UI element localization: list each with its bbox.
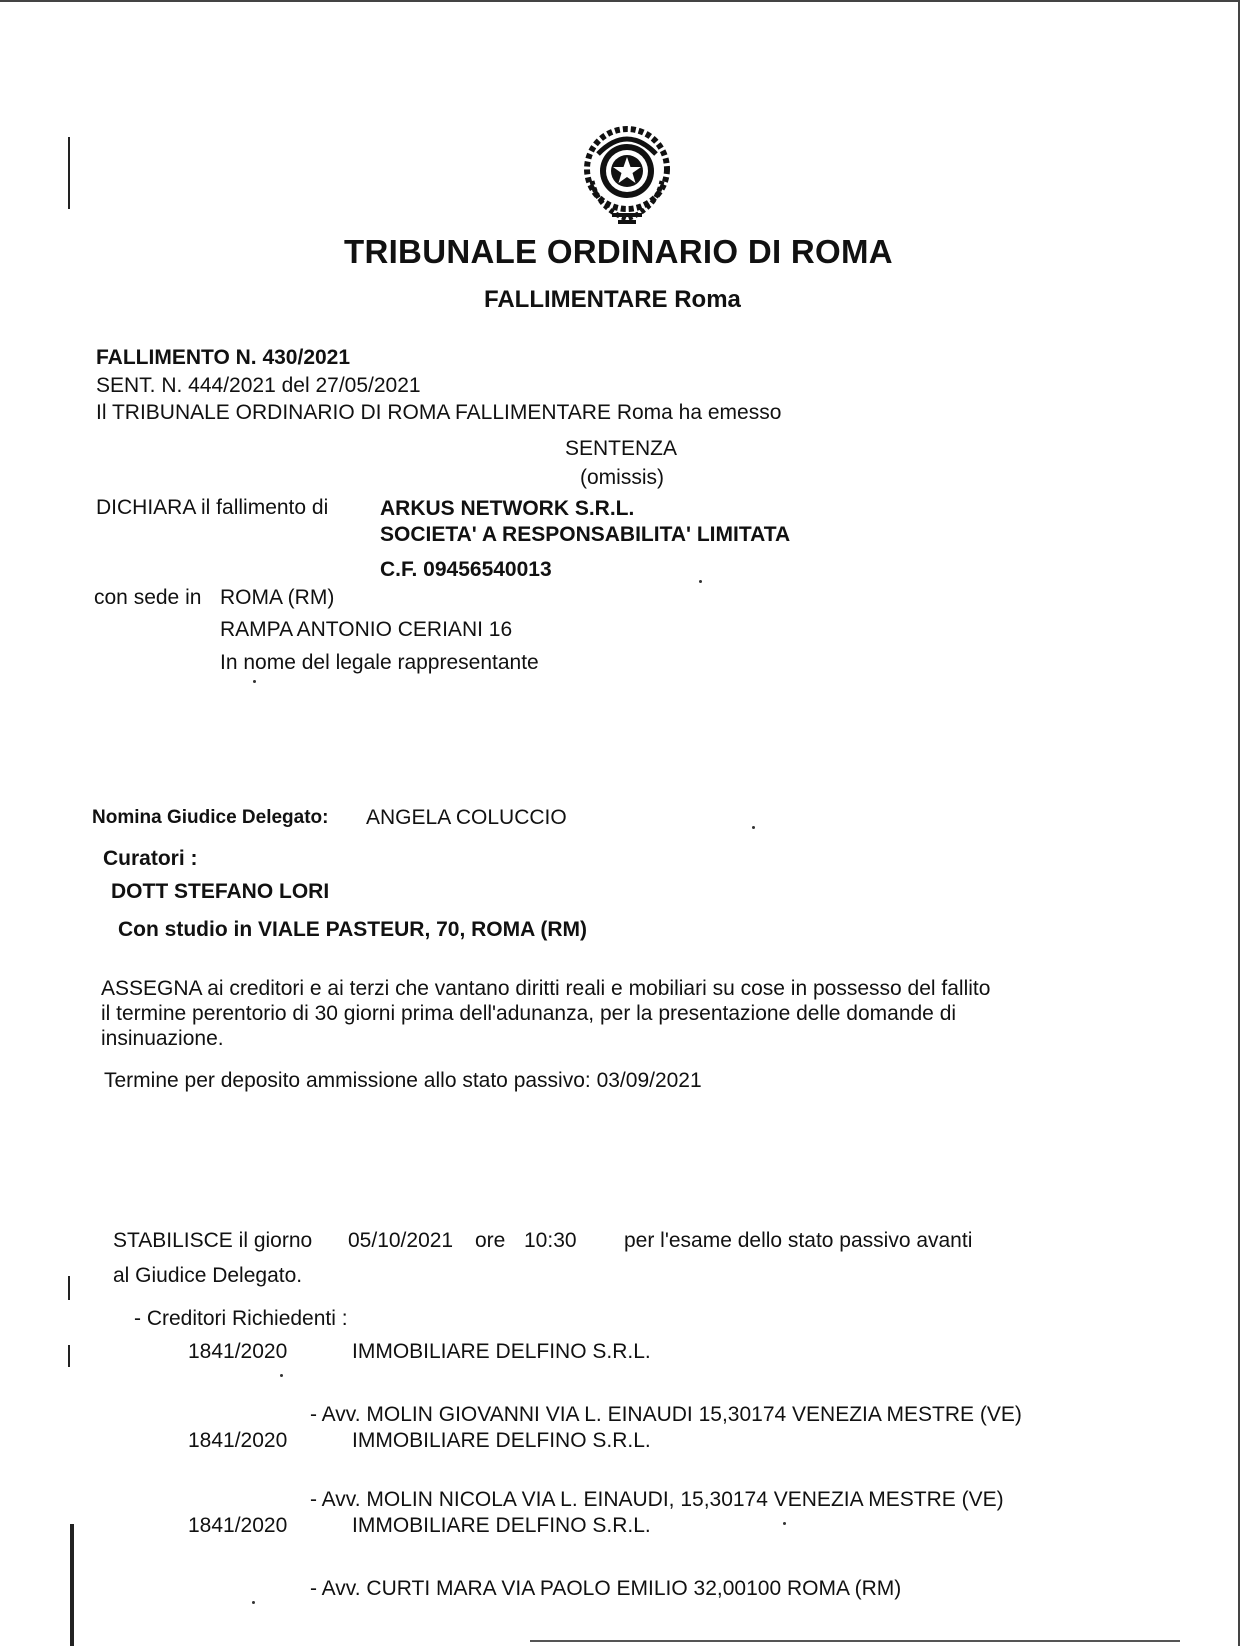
assegna-line-2: il termine perentorio di 30 giorni prima dell'adunanza, per la presentazione delle domande di <box>101 1002 957 1025</box>
case-number: FALLIMENTO N. 430/2021 <box>96 346 351 369</box>
creditors-label: - Creditori Richiedenti : <box>134 1307 348 1330</box>
company-type: SOCIETA' A RESPONSABILITA' LIMITATA <box>380 523 791 546</box>
tax-code: C.F. 09456540013 <box>380 558 552 581</box>
omissis: (omissis) <box>580 466 664 489</box>
curator-name: DOTT STEFANO LORI <box>111 880 330 903</box>
creditor-ref: 1841/2020 <box>188 1429 288 1452</box>
republic-emblem-icon <box>578 119 676 227</box>
seat-label: con sede in <box>94 586 202 609</box>
sentenza-heading: SENTENZA <box>565 437 678 460</box>
page-title: TRIBUNALE ORDINARIO DI ROMA <box>344 233 893 270</box>
creditor-ref: 1841/2020 <box>188 1514 288 1537</box>
scan-mark <box>68 1345 70 1367</box>
page-subtitle: FALLIMENTARE Roma <box>484 286 741 313</box>
hearing-time: 10:30 <box>524 1229 577 1252</box>
scan-mark <box>530 1640 1180 1642</box>
hearing-ore: ore <box>475 1229 506 1252</box>
speck <box>752 826 755 829</box>
company-address: RAMPA ANTONIO CERIANI 16 <box>220 618 513 641</box>
assegna-line-3: insinuazione. <box>101 1027 224 1050</box>
speck <box>783 1522 786 1525</box>
hearing-line-2: al Giudice Delegato. <box>113 1264 303 1287</box>
creditor-ref: 1841/2020 <box>188 1340 288 1363</box>
judge-label: Nomina Giudice Delegato: <box>92 807 329 828</box>
speck <box>253 680 256 683</box>
hearing-purpose: per l'esame dello stato passivo avanti <box>624 1229 973 1252</box>
assegna-line-1: ASSEGNA ai creditori e ai terzi che vantano diritti reali e mobiliari su cose in possesso del fallito <box>101 977 991 1000</box>
speck <box>699 580 702 583</box>
scan-mark <box>68 137 70 209</box>
deposit-deadline: Termine per deposito ammissione allo stato passivo: 03/09/2021 <box>104 1069 702 1092</box>
sentence-line: SENT. N. 444/2021 del 27/05/2021 <box>96 374 421 397</box>
company-name: ARKUS NETWORK S.R.L. <box>380 497 635 520</box>
speck <box>252 1601 255 1604</box>
creditor-lawyer: - Avv. MOLIN NICOLA VIA L. EINAUDI, 15,30174 VENEZIA MESTRE (VE) <box>310 1488 1004 1511</box>
scan-mark <box>68 1276 70 1300</box>
creditor-name: IMMOBILIARE DELFINO S.R.L. <box>352 1340 651 1363</box>
scan-mark <box>70 1524 74 1646</box>
creditor-name: IMMOBILIARE DELFINO S.R.L. <box>352 1429 651 1452</box>
creditor-lawyer: - Avv. MOLIN GIOVANNI VIA L. EINAUDI 15,30174 VENEZIA MESTRE (VE) <box>310 1403 1022 1426</box>
creditor-lawyer: - Avv. CURTI MARA VIA PAOLO EMILIO 32,00100 ROMA (RM) <box>310 1577 902 1600</box>
speck <box>280 1374 283 1377</box>
hearing-date: 05/10/2021 <box>348 1229 454 1252</box>
judge-name: ANGELA COLUCCIO <box>366 806 567 829</box>
representative-line: In nome del legale rappresentante <box>220 651 539 674</box>
curators-label: Curatori : <box>103 847 198 870</box>
curator-studio: Con studio in VIALE PASTEUR, 70, ROMA (RM) <box>118 918 587 941</box>
seat-city: ROMA (RM) <box>220 586 335 609</box>
declaration-label: DICHIARA il fallimento di <box>96 496 329 519</box>
hearing-label: STABILISCE il giorno <box>113 1229 313 1252</box>
creditor-name: IMMOBILIARE DELFINO S.R.L. <box>352 1514 651 1537</box>
issued-line: Il TRIBUNALE ORDINARIO DI ROMA FALLIMENTARE Roma ha emesso <box>96 401 782 424</box>
